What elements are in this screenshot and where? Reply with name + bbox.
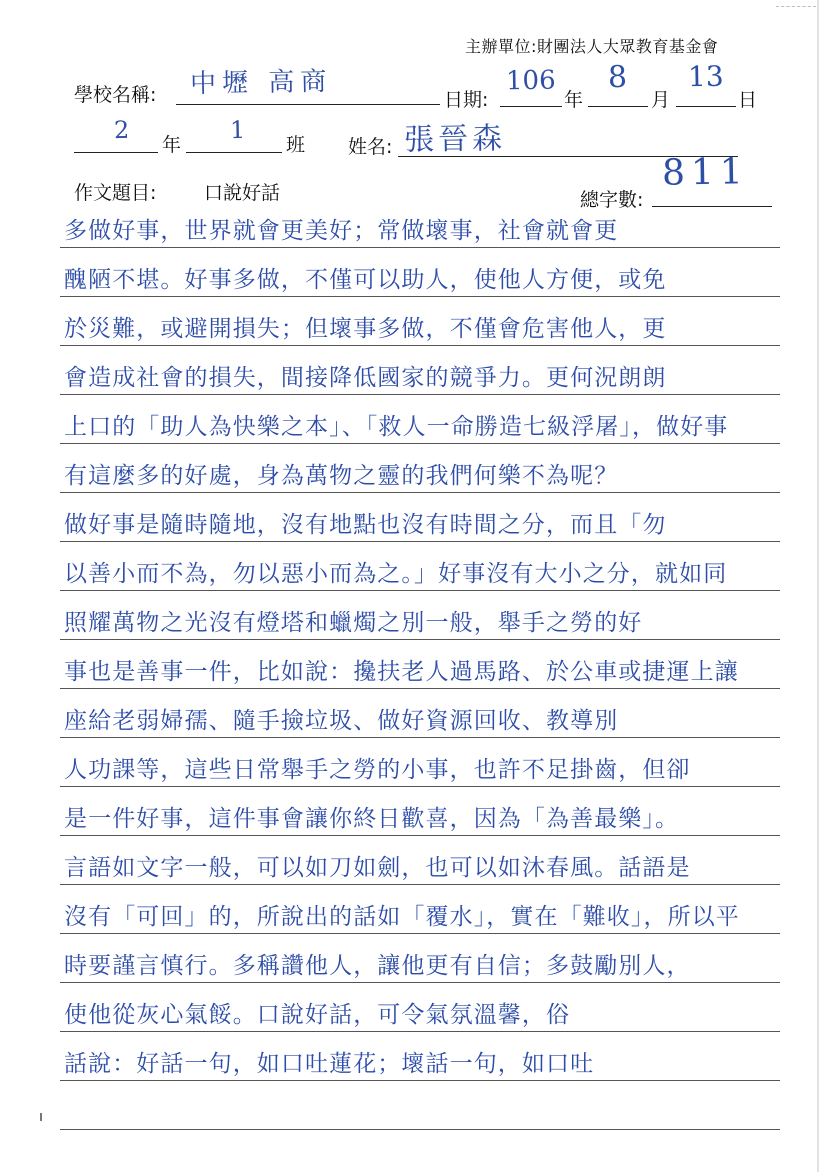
date-year-blank xyxy=(500,106,562,107)
wordcount-blank xyxy=(652,206,772,207)
essay-line-13: 是一件好事，這件事會讓你終日歡喜，因為「為善最樂」。 xyxy=(64,806,680,832)
date-month-value: 8 xyxy=(607,59,628,96)
essay-line-6: 有這麼多的好處，身為萬物之靈的我們何樂不為呢？ xyxy=(64,463,619,489)
ruled-line xyxy=(60,639,780,640)
date-month-blank xyxy=(588,106,648,107)
topic-value: 口說好話 xyxy=(204,182,281,204)
essay-line-3: 於災難，或避開損失；但壞事多做，不僅會危害他人，更 xyxy=(64,316,667,342)
essay-line-11: 座給老弱婦孺、隨手撿垃圾、做好資源回收、教導別 xyxy=(64,708,619,734)
school-label: 學校名稱: xyxy=(74,84,157,106)
essay-line-4: 會造成社會的損失，間接降低國家的競爭力。更何況朗朗 xyxy=(64,365,667,391)
grade-label: 年 xyxy=(162,134,182,156)
essay-line-14: 言語如文字一般，可以如刀如劍，也可以如沐春風。話語是 xyxy=(64,855,691,881)
wordcount-value: 811 xyxy=(661,151,750,194)
ruled-line xyxy=(60,492,780,493)
ruled-line xyxy=(60,786,780,787)
ruled-line xyxy=(60,394,780,395)
date-day-value: 13 xyxy=(687,59,724,94)
ruled-line xyxy=(60,296,780,297)
scan-mark xyxy=(776,6,816,15)
ruled-line xyxy=(60,345,780,346)
ruled-line xyxy=(60,1129,780,1130)
essay-line-8: 以善小而不為，勿以惡小而為之。」好事沒有大小之分，就如同 xyxy=(64,561,728,587)
grade-value: 2 xyxy=(113,115,130,145)
month-label: 月 xyxy=(651,89,671,111)
ruled-line xyxy=(60,688,780,689)
ruled-line xyxy=(60,443,780,444)
class-blank xyxy=(186,152,282,153)
essay-line-1: 多做好事，世界就會更美好；常做壞事，社會就會更 xyxy=(64,218,619,244)
class-label: 班 xyxy=(286,134,306,156)
date-year-value: 106 xyxy=(505,65,556,97)
wordcount-label: 總字數: xyxy=(580,189,644,211)
ruled-line xyxy=(60,590,780,591)
name-label: 姓名: xyxy=(348,136,393,158)
ruled-line xyxy=(60,1080,780,1081)
essay-line-2: 醜陋不堪。好事多做，不僅可以助人，使他人方便，或免 xyxy=(64,267,667,293)
essay-line-17: 使他從灰心氣餒。口說好話，可令氣氛溫馨，俗 xyxy=(64,1002,571,1028)
organizer-text: 主辦單位:財團法人大眾教育基金會 xyxy=(465,37,719,56)
date-label: 日期: xyxy=(444,89,489,111)
school-blank xyxy=(176,104,440,105)
scan-speck xyxy=(40,1113,42,1121)
name-value: 張晉森 xyxy=(403,121,507,158)
essay-line-9: 照耀萬物之光沒有燈塔和蠟燭之別一般，舉手之勞的好 xyxy=(64,610,643,636)
ruled-line xyxy=(60,884,780,885)
essay-line-10: 事也是善事一件，比如說：攙扶老人過馬路、於公車或捷運上讓 xyxy=(64,659,739,685)
year-label: 年 xyxy=(564,89,584,111)
essay-line-18: 話說：好話一句，如口吐蓮花；壞話一句，如口吐 xyxy=(64,1051,595,1077)
ruled-line xyxy=(60,247,780,248)
essay-line-15: 沒有「可回」的，所說出的話如「覆水」，實在「難收」，所以平 xyxy=(64,904,740,930)
essay-line-5: 上口的「助人為快樂之本」、「救人一命勝造七級浮屠」，做好事 xyxy=(64,414,729,440)
school-value: 中壢 高商 xyxy=(189,66,333,100)
ruled-line xyxy=(60,541,780,542)
topic-label: 作文題目: xyxy=(74,182,157,204)
ruled-line xyxy=(60,737,780,738)
essay-line-16: 時要謹言慎行。多稱讚他人，讓他更有自信；多鼓勵別人， xyxy=(64,953,691,979)
ruled-line xyxy=(60,933,780,934)
ruled-line xyxy=(60,835,780,836)
essay-line-12: 人功課等，這些日常舉手之勞的小事，也許不足掛齒，但卻 xyxy=(64,757,691,783)
essay-line-7: 做好事是隨時隨地，沒有地點也沒有時間之分，而且「勿 xyxy=(64,512,667,538)
day-label: 日 xyxy=(738,89,758,111)
ruled-line xyxy=(60,982,780,983)
date-day-blank xyxy=(676,106,736,107)
grade-blank xyxy=(74,152,158,153)
scan-edge xyxy=(817,0,819,1172)
ruled-line xyxy=(60,1031,780,1032)
class-value: 1 xyxy=(229,115,246,145)
